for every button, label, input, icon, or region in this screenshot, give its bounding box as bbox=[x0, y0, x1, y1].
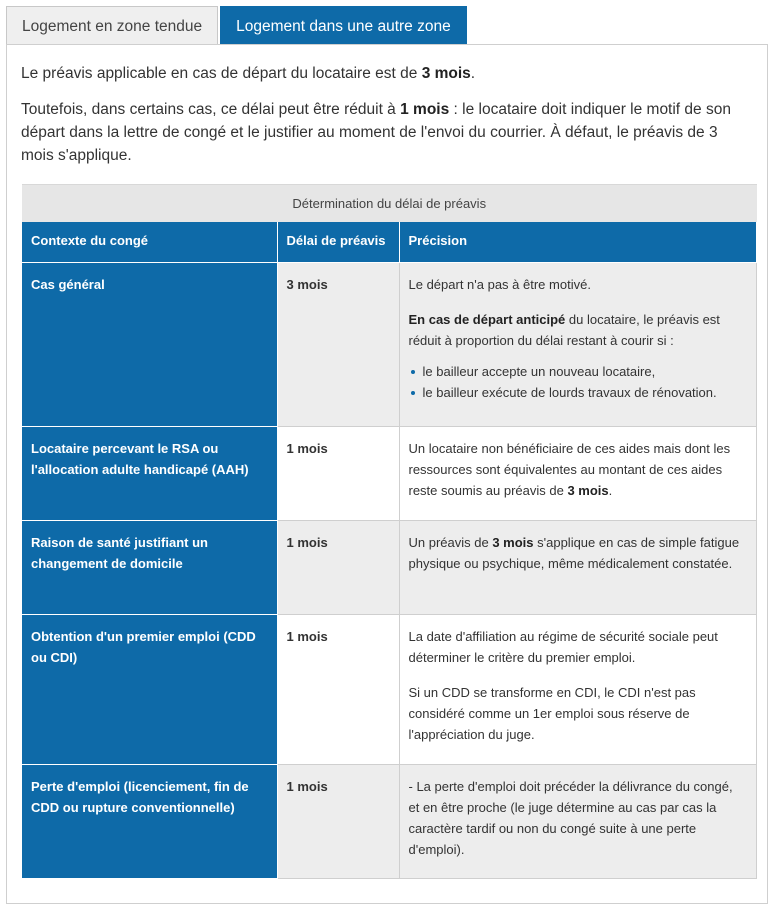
row-delay: 1 mois bbox=[277, 614, 399, 764]
table-row bbox=[22, 262, 756, 426]
table-row bbox=[22, 764, 756, 878]
row-detail: La date d'affiliation au régime de sécurité sociale peut déterminer le critère du premier emploi. Si un CDD se transforme en CDI, le CDI n'est pas considéré comme un 1er emploi sous réserve de l'appréciation du juge. bbox=[399, 614, 756, 764]
row-delay: 3 mois bbox=[277, 262, 399, 426]
row-detail: Le départ n'a pas à être motivé. En cas de départ anticipé du locataire, le préavis est réduit à proportion du délai restant à courir si : le bailleur accepte un nouveau locataire, le bailleur exécute de lourds travaux de rénovation. bbox=[399, 262, 756, 426]
tab-autre-zone[interactable]: Logement dans une autre zone bbox=[220, 6, 467, 45]
header-delay: Délai de préavis bbox=[277, 222, 399, 262]
tab-zone-tendue[interactable]: Logement en zone tendue bbox=[6, 6, 218, 45]
intro-paragraph-1: Le préavis applicable en cas de départ du locataire est de 3 mois. bbox=[21, 65, 476, 82]
row-context: Obtention d'un premier emploi (CDD ou CDI) bbox=[22, 614, 277, 764]
table-row bbox=[22, 520, 756, 614]
list-item: le bailleur exécute de lourds travaux de rénovation. bbox=[423, 382, 747, 403]
table-header-row bbox=[22, 222, 756, 262]
table-row bbox=[22, 614, 756, 764]
table-row bbox=[22, 426, 756, 520]
header-detail: Précision bbox=[399, 222, 756, 262]
row-detail: - La perte d'emploi doit précéder la délivrance du congé, et en être proche (le juge détermine au cas par cas la caractère tardif ou non du congé suite à une perte d'emploi). bbox=[399, 764, 756, 878]
notice-period-table bbox=[22, 184, 757, 879]
intro-text bbox=[21, 62, 753, 167]
row-delay: 1 mois bbox=[277, 764, 399, 878]
condition-list bbox=[409, 361, 747, 403]
list-item: le bailleur accepte un nouveau locataire, bbox=[423, 361, 747, 382]
header-context: Contexte du congé bbox=[22, 222, 277, 262]
tab-bar bbox=[6, 6, 469, 45]
row-context: Cas général bbox=[22, 262, 277, 426]
row-context: Raison de santé justifiant un changement de domicile bbox=[22, 520, 277, 614]
tab-panel bbox=[6, 44, 768, 904]
row-context: Perte d'emploi (licenciement, fin de CDD ou rupture conventionnelle) bbox=[22, 764, 277, 878]
row-detail: Un préavis de 3 mois s'applique en cas de simple fatigue physique ou psychique, même médicalement constatée. bbox=[399, 520, 756, 614]
row-context: Locataire percevant le RSA ou l'allocation adulte handicapé (AAH) bbox=[22, 426, 277, 520]
intro-paragraph-2: Toutefois, dans certains cas, ce délai peut être réduit à 1 mois : le locataire doit indiquer le motif de son départ dans la lettre de congé et le justifier au moment de l'envoi du courrier. À défaut, le préavis de 3 mois s'applique. bbox=[21, 101, 731, 164]
table-caption: Détermination du délai de préavis bbox=[22, 184, 757, 222]
row-detail: Un locataire non bénéficiaire de ces aides mais dont les ressources sont équivalentes au montant de ces aides reste soumis au préavis de 3 mois. bbox=[399, 426, 756, 520]
row-delay: 1 mois bbox=[277, 520, 399, 614]
row-delay: 1 mois bbox=[277, 426, 399, 520]
